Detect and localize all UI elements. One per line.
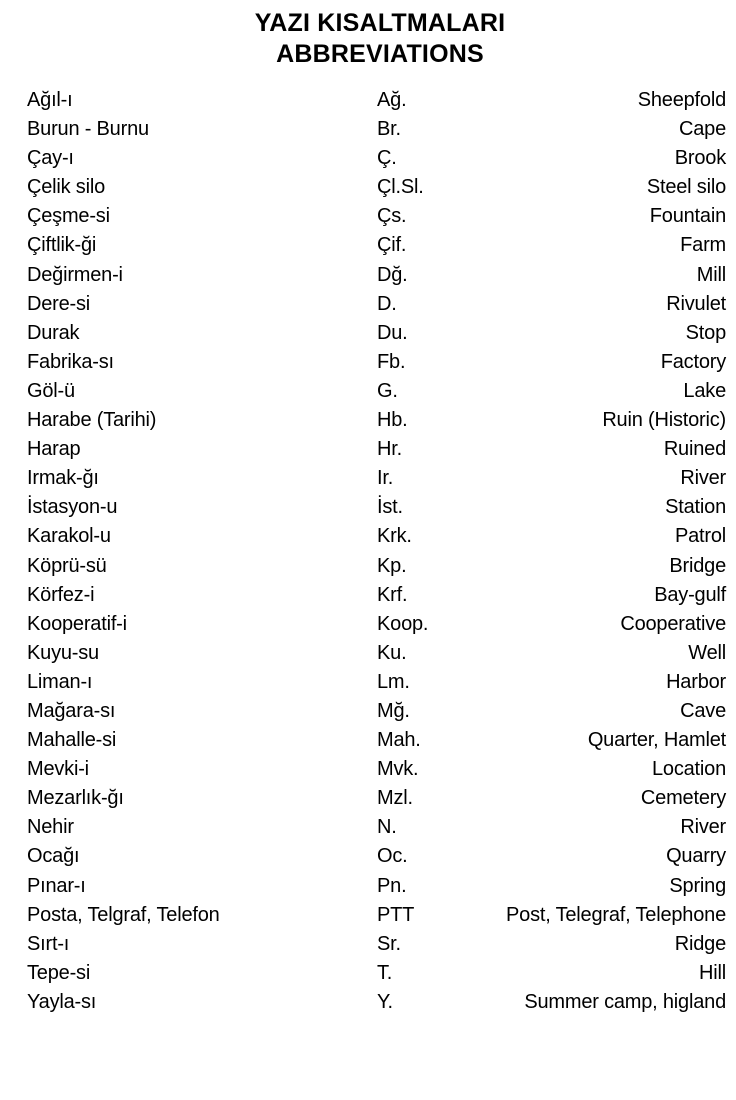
turkish-term: Pınar-ı [27,874,86,897]
english-meaning: Cape [678,118,726,141]
english-meaning: Hill [699,961,726,984]
abbreviation: İst. [377,496,403,519]
table-row [0,261,736,290]
turkish-term: Irmak-ğı [27,467,99,490]
turkish-term: Yayla-sı [27,990,97,1013]
turkish-term: Çay-ı [27,147,74,170]
abbreviation: Krf. [377,583,408,606]
turkish-term: Ocağı [27,845,80,868]
turkish-term: Karakol-u [27,525,111,548]
turkish-term: Harap [27,438,81,461]
english-meaning: Location [651,758,726,781]
abbreviation: Ku. [377,641,407,664]
table-row [0,348,736,377]
table-row [0,784,736,813]
english-meaning: Rivulet [666,292,726,315]
abbreviation: Hb. [377,409,408,432]
table-row [0,988,736,1017]
table-row [0,522,736,551]
abbreviation: Çif. [377,234,407,257]
turkish-term: Çeşme-si [27,205,110,228]
abbreviation: Çs. [377,205,407,228]
english-meaning: Ruin (Historic) [602,409,726,432]
abbreviation: Hr. [377,438,402,461]
english-meaning: Cooperative [620,612,726,635]
english-meaning: Ridge [674,932,726,955]
abbreviation: Fb. [377,350,406,373]
table-row [0,144,736,173]
table-row [0,202,736,231]
abbreviation: Kp. [377,554,407,577]
title-turkish: YAZI KISALTMALARI [254,9,506,37]
table-row [0,872,736,901]
turkish-term: Durak [27,321,80,344]
table-row [0,115,736,144]
abbreviation: Y. [377,990,393,1013]
table-row [0,464,736,493]
table-row [0,842,736,871]
english-meaning: Post, Telegraf, Telephone [506,903,726,926]
abbreviation: Pn. [377,874,407,897]
abbreviation: T. [377,961,393,984]
english-meaning: Cave [680,699,726,722]
abbreviation: Mzl. [377,787,413,810]
abbreviation: Sr. [377,932,401,955]
table-row [0,86,736,115]
turkish-term: Fabrika-sı [27,350,114,373]
english-meaning: Station [665,496,726,519]
english-meaning: River [680,467,726,490]
table-row [0,231,736,260]
table-row [0,697,736,726]
abbreviation: Mah. [377,729,421,752]
english-meaning: Quarter, Hamlet [587,729,726,752]
english-meaning: Bridge [669,554,726,577]
table-row [0,493,736,522]
turkish-term: Tepe-si [27,961,91,984]
abbreviation: Koop. [377,612,429,635]
turkish-term: Burun - Burnu [27,118,149,141]
turkish-term: Çelik silo [27,176,106,199]
abbreviation: G. [377,379,398,402]
table-row [0,435,736,464]
table-row [0,581,736,610]
turkish-term: Kooperatif-i [27,612,127,635]
abbreviation: Krk. [377,525,412,548]
english-meaning: Spring [669,874,726,897]
turkish-term: Mevki-i [27,758,89,781]
turkish-term: Göl-ü [27,379,75,402]
turkish-term: Körfez-i [27,583,95,606]
english-meaning: Summer camp, higland [524,990,726,1013]
english-meaning: Steel silo [646,176,726,199]
table-row [0,290,736,319]
english-meaning: River [680,816,726,839]
english-meaning: Brook [674,147,726,170]
english-meaning: Ruined [663,438,726,461]
abbreviation: Ç. [377,147,397,170]
abbreviation: Mvk. [377,758,419,781]
turkish-term: Dere-si [27,292,91,315]
table-row [0,668,736,697]
abbreviation: Mğ. [377,699,410,722]
abbreviation: Dğ. [377,263,408,286]
table-row [0,959,736,988]
abbreviation: Du. [377,321,408,344]
english-meaning: Quarry [666,845,726,868]
table-row [0,813,736,842]
table-row [0,930,736,959]
title-english: ABBREVIATIONS [276,40,484,68]
abbreviation: Çl.Sl. [377,176,424,199]
english-meaning: Factory [660,350,726,373]
table-row [0,726,736,755]
table-row [0,552,736,581]
english-meaning: Well [688,641,726,664]
abbreviation: Ağ. [377,89,407,111]
abbreviation: Br. [377,118,401,141]
turkish-term: Mahalle-si [27,729,117,752]
turkish-term: Kuyu-su [27,641,99,664]
table-row [0,901,736,930]
english-meaning: Harbor [666,670,726,693]
turkish-term: Sırt-ı [27,932,70,955]
english-meaning: Stop [685,321,726,344]
page-title [0,8,736,70]
table-row [0,639,736,668]
english-meaning: Lake [683,379,726,402]
table-row [0,377,736,406]
abbreviation: Ir. [377,467,394,490]
abbreviation: D. [377,292,397,315]
table-row [0,755,736,784]
turkish-term: Mağara-sı [27,699,116,722]
english-meaning: Farm [680,234,726,257]
table-row [0,610,736,639]
table-row [0,173,736,202]
turkish-term: Harabe (Tarihi) [27,409,157,432]
english-meaning: Fountain [649,205,726,228]
english-meaning: Sheepfold [637,89,726,111]
turkish-term: Değirmen-i [27,263,123,286]
english-meaning: Patrol [674,525,726,548]
english-meaning: Bay-gulf [654,583,726,606]
turkish-term: Nehir [27,816,74,839]
turkish-term: Mezarlık-ğı [27,787,124,810]
turkish-term: Köprü-sü [27,554,107,577]
abbreviations-table [0,86,736,1017]
abbreviation: Lm. [377,670,410,693]
turkish-term: Çiftlik-ği [27,234,97,257]
turkish-term: Posta, Telgraf, Telefon [27,903,220,926]
turkish-term: Liman-ı [27,670,93,693]
turkish-term: İstasyon-u [27,496,118,519]
table-row [0,319,736,348]
english-meaning: Mill [696,263,726,286]
abbreviation: Oc. [377,845,408,868]
english-meaning: Cemetery [640,787,726,810]
abbreviation: PTT [377,903,415,926]
turkish-term: Ağıl-ı [27,89,73,111]
abbreviation: N. [377,816,397,839]
table-row [0,406,736,435]
